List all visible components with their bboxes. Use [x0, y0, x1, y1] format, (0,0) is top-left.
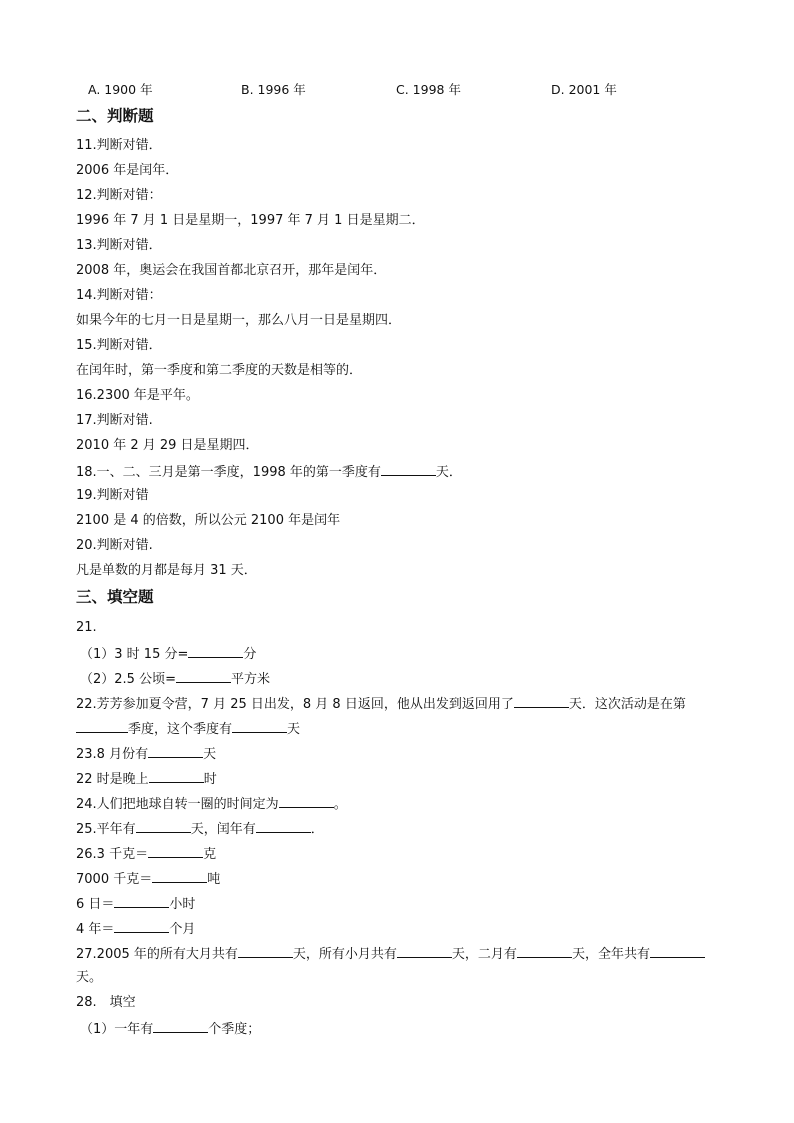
q27-february-blank[interactable] [517, 944, 572, 958]
q26-2-prefix: 7000 千克＝ [76, 872, 153, 887]
q11-label: 11.判断对错． [76, 138, 162, 153]
q25-line [76, 819, 324, 839]
q27-big-months-blank[interactable] [238, 944, 293, 958]
q27-line-2: 天。 [76, 970, 103, 985]
q22-part-d: 天 [287, 722, 301, 737]
q22-part-c: 季度，这个季度有 [128, 722, 233, 737]
q18-prefix: 18.一、二、三月是第一季度，1998 年的第一季度有 [76, 465, 381, 480]
q22-part-a: 22.芳芳参加夏令营，7 月 25 日出发，8 月 8 日返回，他从出发到返回用了 [76, 697, 514, 712]
q26-4-line [76, 919, 195, 939]
q21-2-answer-blank[interactable] [176, 669, 231, 683]
q20-label: 20.判断对错. [76, 538, 153, 553]
q23-2-line [76, 769, 217, 789]
q24-line [76, 794, 347, 814]
option-a: A. 1900 年 [88, 82, 153, 97]
q15-text: 在闰年时，第一季度和第二季度的天数是相等的． [76, 363, 363, 378]
q28-label: 28. 填空 [76, 995, 136, 1010]
q22-days-blank[interactable] [514, 694, 569, 708]
answer-options [88, 80, 708, 100]
q21-1-line [80, 644, 256, 664]
q23-1-suffix: 天 [203, 747, 217, 762]
q26-4-suffix: 个月 [169, 922, 196, 937]
q21-2-prefix: （2）2.5 公顷= [80, 672, 176, 687]
section-title-judgement: 二、判断题 [76, 107, 154, 125]
q14-label: 14.判断对错： [76, 288, 162, 303]
q13-text: 2008 年，奥运会在我国首都北京召开，那年是闰年． [76, 263, 387, 278]
q27-part-c: 天，二月有 [451, 947, 517, 962]
q16-text: 16.2300 年是平年。 [76, 388, 199, 403]
option-d: D. 2001 年 [551, 82, 617, 97]
option-c: C. 1998 年 [396, 82, 461, 97]
q27-part-d: 天，全年共有 [571, 947, 650, 962]
q20-text: 凡是单数的月都是每月 31 天． [76, 563, 257, 578]
q26-2-suffix: 吨 [207, 872, 221, 887]
option-b: B. 1996 年 [241, 82, 306, 97]
q26-1-suffix: 克 [203, 847, 217, 862]
q12-label: 12.判断对错： [76, 188, 162, 203]
q13-label: 13.判断对错． [76, 238, 162, 253]
q26-2-line [76, 869, 220, 889]
q12-text: 1996 年 7 月 1 日是星期一，1997 年 7 月 1 日是星期二． [76, 213, 425, 228]
q28-1-line [80, 1019, 260, 1039]
q26-4-prefix: 4 年＝ [76, 922, 115, 937]
q22-part-b: 天．这次活动是在第 [568, 697, 686, 712]
q26-3-suffix: 小时 [169, 897, 196, 912]
q27-small-months-blank[interactable] [397, 944, 452, 958]
q23-2-prefix: 22 时是晚上 [76, 772, 149, 787]
q23-1-line [76, 744, 216, 764]
q22-line-1 [76, 694, 686, 714]
q26-4-answer-blank[interactable] [114, 919, 169, 933]
q23-2-answer-blank[interactable] [149, 769, 204, 783]
q23-2-suffix: 时 [203, 772, 217, 787]
q18-line [76, 462, 462, 482]
q24-prefix: 24.人们把地球自转一圈的时间定为 [76, 797, 279, 812]
q21-label: 21. [76, 620, 97, 635]
q23-1-prefix: 23.8 月份有 [76, 747, 149, 762]
q27-part-a: 27.2005 年的所有大月共有 [76, 947, 238, 962]
q21-1-answer-blank[interactable] [188, 644, 243, 658]
q21-2-line [80, 669, 270, 689]
q18-answer-blank[interactable] [381, 462, 436, 476]
q26-3-prefix: 6 日＝ [76, 897, 115, 912]
q26-3-line [76, 894, 195, 914]
q14-text: 如果今年的七月一日是星期一，那么八月一日是星期四． [76, 313, 402, 328]
section-title-fill-blank: 三、填空题 [76, 588, 154, 606]
q24-answer-blank[interactable] [279, 794, 334, 808]
q11-text: 2006 年是闰年． [76, 163, 179, 178]
q21-1-suffix: 分 [243, 647, 257, 662]
q19-text: 2100 是 4 的倍数，所以公元 2100 年是闰年 [76, 513, 341, 528]
q19-label: 19.判断对错 [76, 488, 149, 503]
q26-3-answer-blank[interactable] [114, 894, 169, 908]
q21-2-suffix: 平方米 [230, 672, 270, 687]
q28-1-suffix: 个季度； [208, 1022, 261, 1037]
q27-line-1 [76, 944, 705, 964]
q26-1-answer-blank[interactable] [148, 844, 203, 858]
q22-line-2 [76, 719, 300, 739]
q25-common-year-blank[interactable] [136, 819, 191, 833]
q17-label: 17.判断对错. [76, 413, 153, 428]
q28-1-prefix: （1）一年有 [80, 1022, 154, 1037]
q23-1-answer-blank[interactable] [148, 744, 203, 758]
q25-part-a: 25.平年有 [76, 822, 136, 837]
q27-part-b: 天，所有小月共有 [292, 947, 397, 962]
q22-quarter-days-blank[interactable] [232, 719, 287, 733]
q26-1-line [76, 844, 216, 864]
q22-quarter-blank[interactable] [76, 719, 128, 733]
q21-1-prefix: （1）3 时 15 分= [80, 647, 189, 662]
q24-suffix: 。 [333, 797, 347, 812]
q25-part-b: 天，闰年有 [190, 822, 256, 837]
q28-1-answer-blank[interactable] [153, 1019, 208, 1033]
q26-1-prefix: 26.3 千克＝ [76, 847, 149, 862]
q17-text: 2010 年 2 月 29 日是星期四． [76, 438, 259, 453]
q27-year-total-blank[interactable] [650, 944, 705, 958]
q26-2-answer-blank[interactable] [152, 869, 207, 883]
q25-part-c: ． [310, 822, 324, 837]
q25-leap-year-blank[interactable] [256, 819, 311, 833]
q15-label: 15.判断对错． [76, 338, 162, 353]
q18-suffix: 天． [435, 465, 462, 480]
